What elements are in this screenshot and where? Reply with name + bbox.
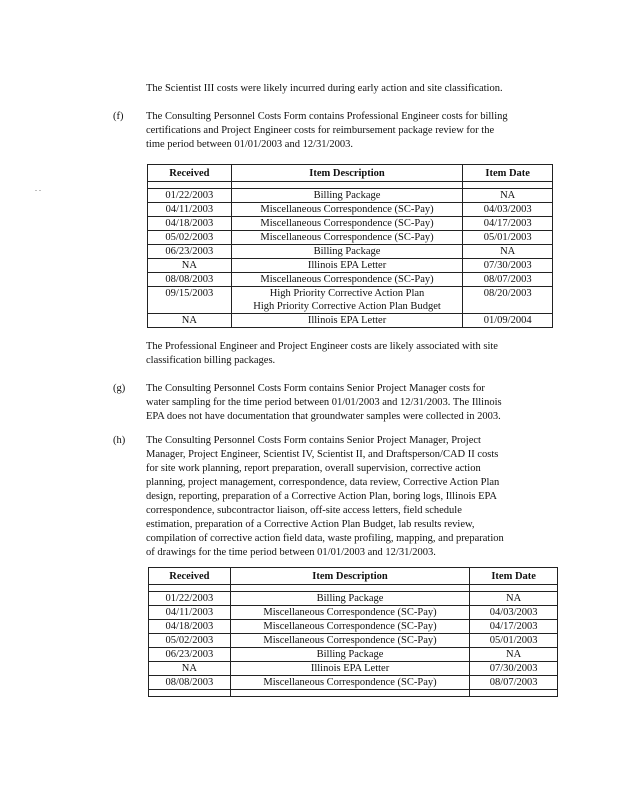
cell-received: NA <box>148 259 232 273</box>
paragraph-line: certifications and Project Engineer costs for reimbursement package review for the <box>146 125 495 136</box>
description-line: High Priority Corrective Action Plan <box>269 288 425 299</box>
paragraph-line: estimation, preparation of a Corrective Action Plan Budget, lab results review, <box>146 519 475 530</box>
header-received: Received <box>148 165 232 182</box>
cell-description: Billing Package <box>230 648 470 662</box>
paragraph-line: of drawings for the time period between 01/01/2003 and 12/31/2003. <box>146 547 436 558</box>
item-h-paragraph <box>146 434 546 560</box>
table-row <box>149 662 558 676</box>
cell-received: 08/08/2003 <box>149 676 231 690</box>
cell-description: Billing Package <box>231 189 463 203</box>
cell-date: 08/07/2003 <box>463 273 553 287</box>
cell-description: Miscellaneous Correspondence (SC-Pay) <box>231 217 463 231</box>
item-h-marker: (h) <box>113 435 126 446</box>
cell-description: Miscellaneous Correspondence (SC-Pay) <box>231 273 463 287</box>
item-f-marker: (f) <box>113 111 124 122</box>
margin-speck: . . <box>35 184 41 193</box>
table-row <box>148 231 553 245</box>
received-items-table-1 <box>147 164 553 328</box>
intro-line: The Scientist III costs were likely incurred during early action and site classification. <box>146 83 503 94</box>
cell-description: Illinois EPA Letter <box>231 314 463 328</box>
table-row <box>149 606 558 620</box>
cell-received: 04/18/2003 <box>148 217 232 231</box>
cell-date: 05/01/2003 <box>470 634 558 648</box>
table-header-row <box>148 165 553 182</box>
cell-received: 06/23/2003 <box>148 245 232 259</box>
table-header-row <box>149 568 558 585</box>
cell-description: Miscellaneous Correspondence (SC-Pay) <box>231 203 463 217</box>
cell-date: NA <box>470 648 558 662</box>
paragraph-line: The Consulting Personnel Costs Form contains Senior Project Manager, Project <box>146 435 481 446</box>
table-row <box>148 189 553 203</box>
cell-date: 04/17/2003 <box>463 217 553 231</box>
paragraph-line: compilation of corrective action field data, waste profiling, mapping, and preparation <box>146 533 504 544</box>
cell-description <box>231 287 463 314</box>
cell-description: Illinois EPA Letter <box>230 662 470 676</box>
cell-date: 04/03/2003 <box>463 203 553 217</box>
cell-description: Billing Package <box>230 592 470 606</box>
cell-description: Miscellaneous Correspondence (SC-Pay) <box>230 676 470 690</box>
cell-received: 06/23/2003 <box>149 648 231 662</box>
intro-paragraph <box>146 82 546 96</box>
cell-description: Miscellaneous Correspondence (SC-Pay) <box>230 606 470 620</box>
cell-description: Billing Package <box>231 245 463 259</box>
paragraph-line: The Consulting Personnel Costs Form contains Senior Project Manager costs for <box>146 383 485 394</box>
table-row <box>148 245 553 259</box>
cell-date: NA <box>470 592 558 606</box>
table-row <box>149 634 558 648</box>
cell-date: 08/20/2003 <box>463 287 553 314</box>
cell-received: 05/02/2003 <box>149 634 231 648</box>
table-spacer-row <box>148 182 553 189</box>
header-item-description: Item Description <box>230 568 470 585</box>
paragraph-line: EPA does not have documentation that groundwater samples were collected in 2003. <box>146 411 501 422</box>
paragraph-line: The Consulting Personnel Costs Form contains Professional Engineer costs for billing <box>146 111 508 122</box>
table-row <box>148 273 553 287</box>
paragraph-line: for site work planning, report preparation, overall supervision, corrective action <box>146 463 481 474</box>
table-row <box>149 676 558 690</box>
cell-date: 01/09/2004 <box>463 314 553 328</box>
cell-received: 04/18/2003 <box>149 620 231 634</box>
description-line: High Priority Corrective Action Plan Budget <box>253 301 441 312</box>
header-received: Received <box>149 568 231 585</box>
table-row <box>149 592 558 606</box>
cell-received: 08/08/2003 <box>148 273 232 287</box>
paragraph-line: design, reporting, preparation of a Corrective Action Plan, boring logs, Illinois EPA <box>146 491 498 502</box>
cell-description: Miscellaneous Correspondence (SC-Pay) <box>230 634 470 648</box>
cell-date: 07/30/2003 <box>463 259 553 273</box>
cell-date: NA <box>463 189 553 203</box>
item-g-paragraph <box>146 382 546 424</box>
after-table1-paragraph <box>146 340 546 368</box>
cell-date: 08/07/2003 <box>470 676 558 690</box>
paragraph-line: The Professional Engineer and Project Engineer costs are likely associated with site <box>146 341 498 352</box>
header-item-date: Item Date <box>463 165 553 182</box>
table-row <box>148 259 553 273</box>
table-row <box>148 314 553 328</box>
header-item-description: Item Description <box>231 165 463 182</box>
paragraph-line: planning, project management, correspondence, data review, Corrective Action Plan <box>146 477 500 488</box>
cell-description: Illinois EPA Letter <box>231 259 463 273</box>
paragraph-line: Manager, Project Engineer, Scientist IV, Scientist II, and Draftsperson/CAD II costs <box>146 449 499 460</box>
cell-received: 01/22/2003 <box>148 189 232 203</box>
cell-date: 04/17/2003 <box>470 620 558 634</box>
table-spacer-row <box>149 690 558 697</box>
received-items-table-2 <box>148 567 558 697</box>
table-row <box>148 203 553 217</box>
cell-description: Miscellaneous Correspondence (SC-Pay) <box>230 620 470 634</box>
cell-received: NA <box>149 662 231 676</box>
table-row <box>148 287 553 314</box>
cell-description: Miscellaneous Correspondence (SC-Pay) <box>231 231 463 245</box>
cell-received: NA <box>148 314 232 328</box>
table-row <box>148 217 553 231</box>
table-row <box>149 648 558 662</box>
table-row <box>149 620 558 634</box>
table-spacer-row <box>149 585 558 592</box>
cell-received: 04/11/2003 <box>149 606 231 620</box>
paragraph-line: water sampling for the time period between 01/01/2003 and 12/31/2003. The Illinois <box>146 397 502 408</box>
paragraph-line: time period between 01/01/2003 and 12/31/2003. <box>146 139 354 150</box>
cell-received: 05/02/2003 <box>148 231 232 245</box>
cell-received: 04/11/2003 <box>148 203 232 217</box>
cell-date: NA <box>463 245 553 259</box>
item-f-paragraph <box>146 110 546 152</box>
paragraph-line: correspondence, subcontractor liaison, off-site access letters, field schedule <box>146 505 462 516</box>
cell-date: 04/03/2003 <box>470 606 558 620</box>
paragraph-line: classification billing packages. <box>146 355 276 366</box>
cell-date: 05/01/2003 <box>463 231 553 245</box>
cell-received: 09/15/2003 <box>148 287 232 314</box>
header-item-date: Item Date <box>470 568 558 585</box>
cell-received: 01/22/2003 <box>149 592 231 606</box>
cell-date: 07/30/2003 <box>470 662 558 676</box>
item-g-marker: (g) <box>113 383 126 394</box>
